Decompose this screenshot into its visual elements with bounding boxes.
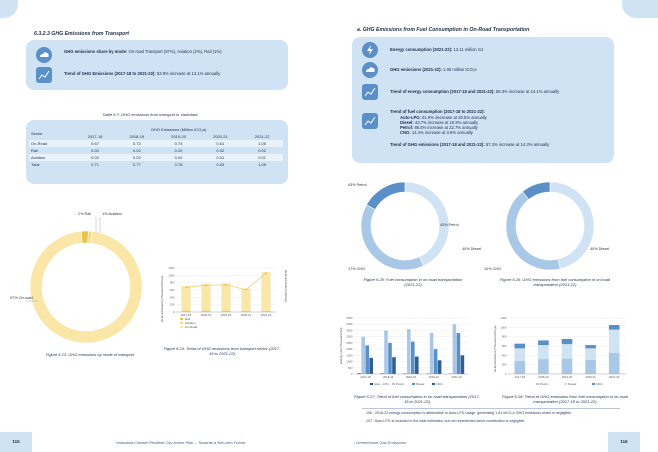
cell: 0.71: [74, 161, 116, 168]
table-row: [29, 154, 283, 161]
legend-petrol: Petrol: [396, 382, 404, 386]
caption-6-24: Figure 6.24: Trend of GHG emissions from transport sector (2017-18 to 2021-22): [163, 346, 281, 356]
y-tick-label: 1200: [168, 266, 175, 270]
x-tick-label: 2020-21: [585, 375, 596, 379]
cell: 0.78: [158, 161, 200, 168]
legend-onroad: On-Road: [185, 325, 198, 329]
right-footer-text: / Greenhouse Gas Emissions: [354, 440, 407, 445]
energy-label: Energy consumption (2021-22):: [390, 47, 453, 52]
trend-fuel-label: Trend of fuel consumption (2017-18 to 2021-22):: [390, 109, 485, 114]
caption-6-27: Figure 6.27: Trend of fuel consumption in on-road transportation (2017-18 to 2021-22): [354, 394, 480, 404]
x-tick-label: 2018-19: [383, 375, 394, 379]
x-tick-label: 2021-22: [609, 375, 620, 379]
y-tick-label: 1000: [168, 273, 175, 278]
y-tick-label: 3000: [346, 334, 353, 339]
donut2-label-cng: 10% CNG: [484, 267, 502, 271]
cell: 0.74: [158, 140, 200, 147]
bar-petrol: [538, 359, 549, 374]
donut-slice-cng: [366, 182, 405, 210]
donut-label-rail: 2% Rail: [78, 212, 92, 216]
corner-decor-right: [622, 0, 658, 18]
trend-chart-icon: [362, 113, 378, 129]
footnote-106: 106 : 2018-22 energy consumption is attributable to Auto-LPG usage, generating 1.81 ktCO₂e GHG emissions which is negligible: [366, 411, 571, 415]
y-tick-label: 800: [501, 334, 507, 339]
x-tick-label: 2021-22: [451, 375, 462, 379]
share-value: On-road Transport (97%), Aviation (2%), Rail (1%): [128, 49, 222, 54]
ghg-value: 1.05 million tCO₂e: [443, 67, 477, 72]
share-label: GHG emissions share by mode:: [64, 49, 128, 54]
fuel-ghg-trend-bar-chart: [488, 312, 630, 392]
trend-chart-icon: [362, 84, 378, 100]
trend-point: [265, 272, 267, 274]
cell: 0.67: [74, 140, 116, 147]
caption-6-28: Figure 6.28: Trend of GHG emissions from fuel consumption in on-road transportation (2017-18 to 2021-22): [502, 394, 628, 404]
row-sector: Rail: [31, 148, 38, 153]
y-tick-label: 4500: [346, 316, 353, 320]
cloud-icon: [36, 47, 52, 63]
cell: 1.09: [241, 161, 283, 168]
legend-diesel: Diesel: [416, 382, 425, 386]
y-tick-label: 1000: [500, 325, 507, 330]
y-tick-label: 1500: [346, 353, 353, 358]
bar-aviation: [182, 311, 191, 312]
y-axis-label-secondary: GHG Emissions (tCO₂e): [284, 270, 288, 303]
legend-rail: Rail: [185, 317, 191, 321]
donut1-label-cng: 17% CNG: [348, 267, 366, 271]
cell: 1.06: [241, 140, 283, 147]
fuel-ghg-donut-chart: [440, 178, 628, 278]
left-info-box: [26, 40, 288, 90]
year-header: 2019-20: [158, 133, 200, 140]
bar-petrol: [453, 324, 457, 374]
transport-trend-bar-chart: [160, 262, 290, 342]
energy-icon: [362, 42, 378, 58]
bar-cng: [562, 339, 573, 344]
bar-cng: [514, 344, 525, 349]
y-tick-label: 0: [172, 310, 175, 314]
bar-cng: [461, 355, 465, 374]
bar-diesel: [538, 345, 549, 359]
fuel-consumption-trend-bar-chart: [332, 312, 472, 392]
legend-petrol: Petrol: [540, 382, 548, 386]
x-tick-label: 2021-22: [260, 313, 272, 317]
y-tick-label: 500: [347, 365, 353, 370]
cloud-co2-icon: [362, 62, 378, 78]
year-header: 2021-22: [241, 133, 283, 140]
trend-point: [185, 287, 187, 289]
sector-header: Sector: [29, 126, 74, 140]
bar-diesel: [585, 348, 596, 360]
fuel-item: Petrol: 86.5% increase at 22.7% annually: [400, 125, 478, 130]
y-tick-label: 2000: [346, 347, 353, 352]
year-header: 2018-19: [116, 133, 158, 140]
x-tick-label: 2019-20: [220, 313, 232, 317]
cell: 0.02: [158, 154, 200, 161]
bar-aviation: [222, 311, 231, 312]
trend-chart-icon: [36, 67, 52, 83]
fuel-item: CNG: 14.4% increase at 3.6% annually: [400, 130, 473, 135]
bar-petrol: [384, 330, 388, 374]
y-tick-label: 1200: [500, 316, 507, 320]
y-tick-label: 4000: [346, 322, 353, 327]
x-tick-label: 2020-21: [428, 375, 439, 379]
bar-on-road: [242, 289, 251, 311]
table-box: [26, 120, 288, 184]
legend-cng: CNG: [436, 382, 443, 386]
cell: 0.02: [74, 154, 116, 161]
bar-diesel: [411, 342, 415, 374]
bar-cng: [538, 340, 549, 345]
legend-cng: CNG: [596, 382, 603, 386]
table-row: [29, 140, 283, 147]
bar-on-road: [222, 283, 231, 310]
y-tick-label: 1000: [346, 359, 353, 364]
legend: [180, 317, 198, 329]
row-sector: Aviation: [29, 154, 74, 161]
donut-slice-diesel: [506, 192, 560, 270]
donut1-label-petrol: 43% Petrol: [348, 183, 367, 187]
donut-slice-petrol: [550, 182, 594, 269]
trend-point: [245, 289, 247, 291]
x-tick-label: 2020-21: [240, 313, 252, 317]
bar-cng: [609, 325, 620, 330]
x-tick-label: 2019-20: [405, 375, 417, 379]
table-row: [29, 147, 283, 154]
y-tick-label: 600: [501, 344, 507, 348]
bar-petrol: [430, 333, 434, 374]
cell: 0.01: [241, 154, 283, 161]
legend: [370, 382, 443, 386]
y-tick-label: 0: [350, 372, 353, 376]
bar-cng: [392, 357, 396, 374]
bar-diesel: [457, 333, 461, 374]
cell: 0.77: [116, 161, 158, 168]
cell: 0.02: [174, 148, 183, 153]
cell: 0.02: [132, 148, 141, 153]
right-info-box: [352, 37, 614, 163]
bar-petrol: [609, 353, 620, 374]
bar-petrol: [407, 329, 411, 374]
y-axis-label: Energy Use (Thousand GJ): [339, 327, 343, 364]
trend-ghg-value: 57.3% increase at 14.3% annually: [485, 142, 550, 147]
cell: 0.63: [199, 161, 241, 168]
bar-cng: [415, 357, 419, 374]
transport-mode-donut-chart: [8, 205, 158, 350]
y-tick-label: 2500: [346, 340, 353, 345]
x-tick-label: 2018-19: [200, 313, 212, 317]
fuel-item: Auto-LPG: 61.9% decrease at 20.5% annually: [400, 115, 487, 120]
year-header: 2020-21: [199, 133, 241, 140]
legend: [536, 382, 603, 386]
y-tick-label: 3500: [346, 328, 353, 333]
bar-diesel: [562, 344, 573, 358]
row-sector: On-Road: [29, 140, 74, 147]
right-heading: a. GHG Emissions from Fuel Consumption in On-Road Transportation: [357, 27, 530, 33]
bar-cng: [585, 345, 596, 348]
trend-ghg-label: Trend of GHG emissions (2017-18 and 2021-22):: [390, 142, 485, 147]
corner-decor-left: [0, 0, 18, 18]
bar-cng: [438, 360, 442, 374]
ghg-label: GHG emissions (2021-22):: [390, 67, 442, 72]
donut-slice-rail: [81, 231, 88, 243]
donut-label-onroad: 97% On-road: [10, 296, 33, 300]
donut2-label-petrol: 43% Petrol: [440, 223, 459, 227]
left-footer-text: Vadodara Climate Resilient City Action Plan – Towards a Net-zero Future: [116, 440, 246, 445]
caption-6-23: Figure 6.23: GHG emissions by mode of transport: [45, 352, 135, 357]
bar-diesel: [365, 345, 369, 374]
y-tick-label: 400: [501, 353, 507, 358]
trend-value: 53.9% increase at 13.1% annually: [156, 71, 221, 76]
row-sector: Total: [29, 161, 74, 168]
y-tick-label: 200: [169, 302, 175, 307]
y-axis-label: GHG Emissions (Thousand tCO₂e): [160, 275, 164, 322]
right-page-number: 116: [608, 432, 640, 452]
bar-diesel: [434, 349, 438, 374]
bar-petrol: [562, 359, 573, 374]
bar-diesel: [388, 343, 392, 374]
caption-6-25: Figure 6.25: Fuel consumption in on-road transportation (2021-22): [363, 277, 463, 287]
caption-6-26: Figure 6.26: GHG emissions from fuel consumption in on-road transportation (2021-22): [499, 277, 611, 287]
x-tick-label: 2017-18: [180, 313, 192, 317]
fuel-consumption-donut-chart: [330, 178, 480, 278]
x-tick-label: 2017-18: [360, 375, 371, 379]
group-header: GHG Emissions (Million tCO₂e): [74, 126, 283, 133]
x-tick-label: 2017-18: [514, 375, 525, 379]
bar-diesel: [609, 330, 620, 353]
cell: 0.02: [91, 148, 99, 153]
trend-energy-value: 58.3% increase at 14.1% annually: [495, 89, 560, 94]
y-tick-label: 800: [169, 280, 175, 285]
cell: 0.02: [216, 148, 225, 153]
footnote-107: 107 : Auto-LPG is included in the total estimates, but not represented since contribution is negligible: [366, 419, 525, 423]
y-tick-label: 400: [169, 295, 175, 300]
left-heading: 6.3.2.3 GHG Emissions from Transport: [34, 31, 130, 37]
left-page-number: 115: [0, 432, 32, 452]
year-header: 2017-18: [74, 133, 116, 140]
trend-label: Trend of GHG Emissions (2017-18 to 2021-22):: [64, 71, 156, 76]
legend-diesel: Diesel: [568, 382, 577, 386]
cell: 0.02: [116, 154, 158, 161]
legend-autolpg: Auto - LPG: [374, 382, 389, 386]
table-title: Table 6.7: GHG emissions from transport in Vadodara: [102, 112, 198, 117]
y-tick-label: 200: [501, 362, 507, 367]
trend-energy-label: Trend of energy consumption (2017-18 and 2021-22):: [390, 89, 495, 94]
legend-aviation: Aviation: [185, 321, 196, 325]
bar-on-road: [202, 284, 211, 311]
x-tick-label: 2019-20: [561, 375, 573, 379]
bar-petrol: [585, 360, 596, 374]
bar-diesel: [514, 348, 525, 361]
donut-slice-cng: [522, 182, 550, 199]
donut-slice-on-road: [30, 231, 142, 343]
donut2-label-diesel: 40% Diesel: [590, 247, 610, 251]
bar-on-road: [262, 272, 271, 311]
donut-label-aviation: 1% Aviation: [102, 212, 122, 216]
emissions-table: [29, 126, 283, 168]
bar-petrol: [361, 337, 365, 374]
donut-slice-diesel: [361, 205, 424, 270]
energy-value: 13.11 million GJ: [453, 47, 484, 52]
cell: 0.02: [258, 148, 266, 153]
donut1-label-diesel: 40% Diesel: [462, 247, 482, 251]
trend-point: [225, 284, 227, 286]
bar-petrol: [514, 361, 525, 374]
bar-aviation: [202, 311, 211, 312]
bar-cng: [369, 358, 373, 374]
y-axis-label: GHG Emissions (Thousand tCO₂e): [493, 325, 497, 372]
trend-point: [205, 284, 207, 286]
fuel-item: Diesel: 43.7% increase at 10.9% annually: [400, 120, 479, 125]
cell: 0.01: [199, 154, 241, 161]
cell: 0.73: [116, 140, 158, 147]
table-row-total: [29, 161, 283, 168]
bar-on-road: [182, 286, 191, 311]
y-tick-label: 0: [504, 372, 507, 376]
x-tick-label: 2018-19: [538, 375, 549, 379]
cell: 0.61: [199, 140, 241, 147]
y-tick-label: 600: [169, 288, 175, 292]
footnote-divider: [362, 408, 620, 409]
